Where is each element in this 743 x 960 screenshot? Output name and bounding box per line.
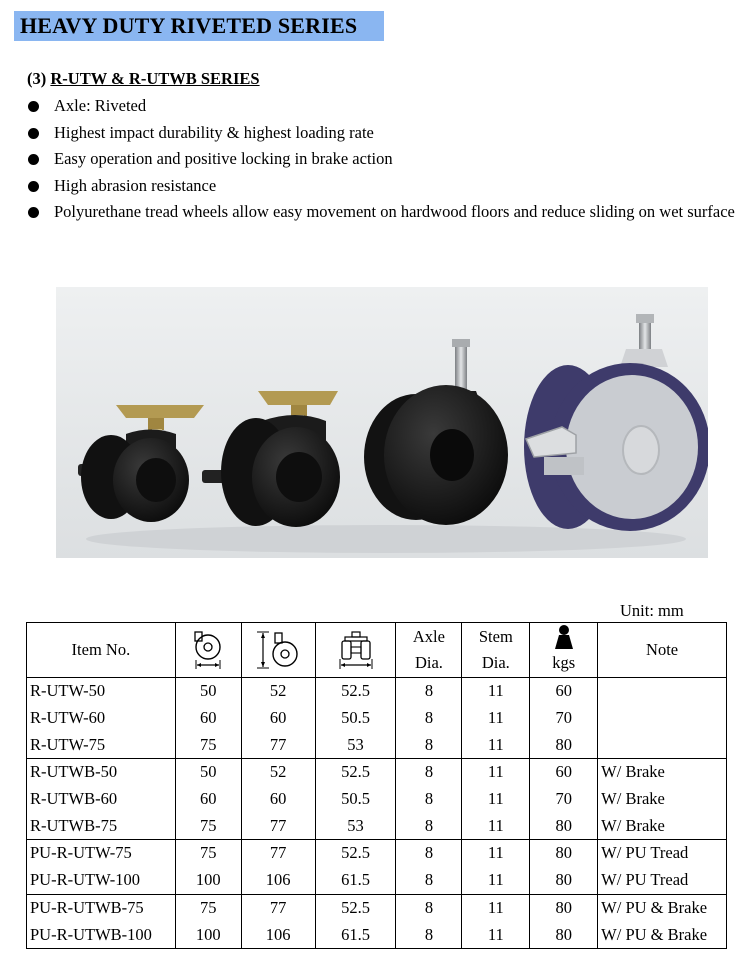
table-row: [27, 894, 727, 921]
cell-stem: 11: [462, 921, 530, 948]
cell-axle: 8: [396, 678, 462, 705]
cell-axle: 8: [396, 812, 462, 839]
cell-load: 80: [530, 921, 598, 948]
cell-width: 50.5: [315, 786, 396, 813]
table-row: [27, 840, 727, 867]
header-axle-line2: Dia.: [414, 653, 443, 672]
cell-width: 53: [315, 812, 396, 839]
cell-load: 80: [530, 867, 598, 894]
cell-width: 52.5: [315, 759, 396, 786]
cell-note: W/ PU & Brake: [598, 921, 727, 948]
cell-note: W/ Brake: [598, 759, 727, 786]
cell-load: 80: [530, 840, 598, 867]
wheel-width-icon: [334, 629, 378, 671]
feature-item: [27, 146, 737, 173]
cell-width: 52.5: [315, 840, 396, 867]
cell-width: 52.5: [315, 678, 396, 705]
cell-note: [598, 705, 727, 732]
cell-height: 77: [241, 812, 315, 839]
page-title: HEAVY DUTY RIVETED SERIES: [20, 13, 358, 38]
table-row: [27, 786, 727, 813]
header-axle-line1: Axle: [412, 627, 445, 646]
cell-wheel-dia: 100: [175, 921, 241, 948]
header-stem-dia: [462, 623, 530, 678]
cell-note: [598, 678, 727, 705]
cell-width: 61.5: [315, 867, 396, 894]
overall-height-icon: [255, 629, 301, 671]
cell-item: R-UTWB-60: [27, 786, 176, 813]
cell-item: R-UTWB-75: [27, 812, 176, 839]
cell-height: 60: [241, 786, 315, 813]
feature-text: High abrasion resistance: [54, 175, 217, 195]
bullet-icon: [28, 181, 39, 192]
header-load-unit: kgs: [552, 653, 576, 672]
cell-item: R-UTW-50: [27, 678, 176, 705]
cell-wheel-dia: 50: [175, 678, 241, 705]
bullet-icon: [28, 154, 39, 165]
cell-item: PU-R-UTWB-75: [27, 894, 176, 921]
cell-axle: 8: [396, 731, 462, 758]
cell-note: [598, 731, 727, 758]
feature-text: Axle: Riveted: [54, 96, 147, 115]
header-wheel-width: [315, 623, 396, 678]
cell-height: 52: [241, 678, 315, 705]
feature-text: Highest impact durability & highest loading rate: [54, 122, 374, 142]
cell-wheel-dia: 75: [175, 812, 241, 839]
header-overall-height: [241, 623, 315, 678]
cell-width: 52.5: [315, 894, 396, 921]
cell-stem: 11: [462, 786, 530, 813]
cell-axle: 8: [396, 894, 462, 921]
series-heading: [27, 69, 260, 89]
table-row: [27, 921, 727, 948]
cell-item: R-UTW-60: [27, 705, 176, 732]
header-note: Note: [598, 623, 727, 678]
cell-item: PU-R-UTW-100: [27, 867, 176, 894]
header-item-no: Item No.: [27, 623, 176, 678]
cell-stem: 11: [462, 867, 530, 894]
feature-item: [27, 93, 737, 120]
product-photo: [56, 287, 708, 558]
cell-width: 61.5: [315, 921, 396, 948]
cell-axle: 8: [396, 867, 462, 894]
cell-item: R-UTW-75: [27, 731, 176, 758]
table-row: [27, 678, 727, 705]
cell-height: 106: [241, 921, 315, 948]
cell-axle: 8: [396, 759, 462, 786]
cell-stem: 11: [462, 705, 530, 732]
feature-text: Easy operation and positive locking in brake action: [54, 149, 393, 169]
cell-wheel-dia: 75: [175, 894, 241, 921]
header-wheel-diameter: [175, 623, 241, 678]
load-weight-icon: [552, 624, 576, 650]
feature-item: [27, 199, 737, 226]
cell-item: R-UTWB-50: [27, 759, 176, 786]
cell-wheel-dia: 60: [175, 705, 241, 732]
cell-wheel-dia: 75: [175, 840, 241, 867]
header-stem-line2: Dia.: [481, 653, 510, 672]
wheel-diameter-icon: [189, 629, 227, 671]
cell-stem: 11: [462, 731, 530, 758]
cell-stem: 11: [462, 840, 530, 867]
bullet-icon: [28, 101, 39, 112]
cell-wheel-dia: 60: [175, 786, 241, 813]
cell-stem: 11: [462, 759, 530, 786]
cell-stem: 11: [462, 894, 530, 921]
cell-note: W/ PU Tread: [598, 840, 727, 867]
cell-axle: 8: [396, 840, 462, 867]
cell-load: 70: [530, 705, 598, 732]
unit-note: Unit: mm: [620, 601, 684, 620]
cell-height: 77: [241, 731, 315, 758]
cell-width: 50.5: [315, 705, 396, 732]
table-header-row: [27, 623, 727, 678]
cell-width: 53: [315, 731, 396, 758]
series-name: R-UTW & R-UTWB SERIES: [50, 69, 260, 88]
cell-load: 60: [530, 678, 598, 705]
cell-axle: 8: [396, 786, 462, 813]
cell-stem: 11: [462, 678, 530, 705]
cell-height: 77: [241, 894, 315, 921]
cell-load: 60: [530, 759, 598, 786]
cell-load: 80: [530, 731, 598, 758]
cell-load: 80: [530, 812, 598, 839]
cell-height: 77: [241, 840, 315, 867]
series-number: (3): [27, 69, 47, 88]
bullet-icon: [28, 207, 39, 218]
bullet-icon: [28, 128, 39, 139]
cell-height: 52: [241, 759, 315, 786]
cell-note: W/ PU & Brake: [598, 894, 727, 921]
cell-item: PU-R-UTWB-100: [27, 921, 176, 948]
cell-note: W/ Brake: [598, 812, 727, 839]
cell-load: 70: [530, 786, 598, 813]
table-row: [27, 759, 727, 786]
header-axle-dia: [396, 623, 462, 678]
spec-table: [26, 622, 727, 949]
table-row: [27, 705, 727, 732]
cell-item: PU-R-UTW-75: [27, 840, 176, 867]
table-row: [27, 731, 727, 758]
cell-axle: 8: [396, 705, 462, 732]
cell-axle: 8: [396, 921, 462, 948]
cell-height: 106: [241, 867, 315, 894]
cell-note: W/ PU Tread: [598, 867, 727, 894]
cell-stem: 11: [462, 812, 530, 839]
feature-item: [27, 173, 737, 200]
feature-item: [27, 120, 737, 147]
header-stem-line1: Stem: [478, 627, 513, 646]
feature-list: [27, 93, 737, 226]
header-load: [530, 623, 598, 678]
cell-wheel-dia: 100: [175, 867, 241, 894]
cell-wheel-dia: 50: [175, 759, 241, 786]
cell-wheel-dia: 75: [175, 731, 241, 758]
cell-height: 60: [241, 705, 315, 732]
table-row: [27, 812, 727, 839]
table-row: [27, 867, 727, 894]
feature-text: Polyurethane tread wheels allow easy movement on hardwood floors and reduce sliding on wet surface: [54, 202, 735, 222]
cell-load: 80: [530, 894, 598, 921]
cell-note: W/ Brake: [598, 786, 727, 813]
